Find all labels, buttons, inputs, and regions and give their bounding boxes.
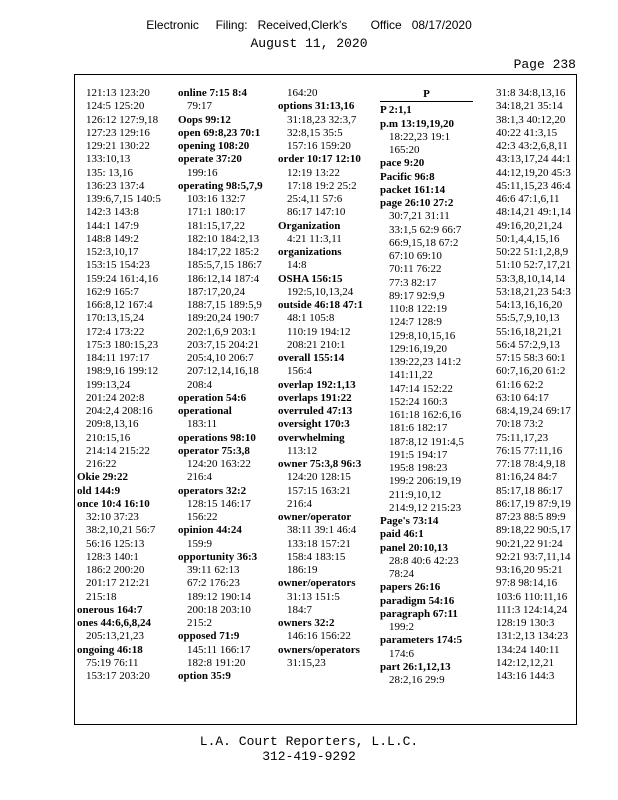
index-citation: 111:3 124:14,24 <box>496 603 568 616</box>
index-citation: 152:3,10,17 <box>86 246 139 258</box>
index-citation: 124:20 163:22 <box>187 458 251 470</box>
index-term: overruled 47:13 <box>278 405 353 417</box>
index-term: operational <box>178 405 232 417</box>
index-citation: 208:21 210:1 <box>287 338 346 351</box>
index-citation: 53:18,21,23 54:3 <box>496 285 571 298</box>
filing-stamp: Electronic Filing: Received,Clerk's Office 08/17/2020 <box>146 18 472 32</box>
index-citation: 182:8 191:20 <box>187 656 246 669</box>
index-citation: 124:5 125:20 <box>86 100 145 113</box>
page-number: Page 238 <box>513 57 576 72</box>
index-term: Organization <box>278 219 341 232</box>
index-term: Page's 73:14 <box>380 515 439 527</box>
index-citation: 189:20,24 190:7 <box>187 312 260 325</box>
index-citation: 14:8 <box>287 259 307 272</box>
index-column-3 <box>278 87 375 670</box>
index-citation: 31:18,23 32:3,7 <box>287 113 357 126</box>
index-citation: 200:18 203:10 <box>187 603 251 616</box>
index-term: overlap 192:1,13 <box>278 378 356 391</box>
index-citation: 159:9 <box>187 537 213 550</box>
index-citation: 188:7,15 189:5,9 <box>187 299 262 311</box>
index-citation: 40:22 41:3,15 <box>496 126 558 139</box>
index-citation: 129:21 130:22 <box>86 140 150 152</box>
index-term: option 35:9 <box>178 670 231 682</box>
index-citation: 121:13 123:20 <box>86 87 150 99</box>
index-citation: 77:3 82:17 <box>389 276 437 289</box>
index-citation: 28:8 40:6 42:23 <box>389 554 459 567</box>
index-citation: 86:17 147:10 <box>287 206 346 219</box>
index-citation: 209:8,13,16 <box>86 418 139 431</box>
index-citation: 182:10 184:2,13 <box>187 232 260 245</box>
index-citation: 45:11,15,23 46:4 <box>496 179 571 192</box>
index-citation: 139:6,7,15 140:5 <box>86 193 161 205</box>
index-citation: 215:2 <box>187 617 213 629</box>
reporter-phone: 312-419-9292 <box>262 749 356 764</box>
index-citation: 33:1,5 62:9 66:7 <box>389 223 462 236</box>
index-term: part 26:1,12,13 <box>380 660 451 673</box>
index-term: packet 161:14 <box>380 183 446 196</box>
index-citation: 199:2 <box>389 621 415 633</box>
index-citation: 198:9,16 199:12 <box>86 365 159 378</box>
index-citation: 31:13 151:5 <box>287 590 340 603</box>
index-citation: 204:2,4 208:16 <box>86 405 153 417</box>
index-citation: 61:16 62:2 <box>496 378 544 391</box>
index-citation: 174:6 <box>389 647 415 660</box>
index-citation: 136:23 137:4 <box>86 179 145 192</box>
index-citation: 89:17 92:9,9 <box>389 289 445 302</box>
index-citation: 131:2,13 134:23 <box>496 630 569 643</box>
index-citation: 85:17,18 86:17 <box>496 484 563 497</box>
index-term: papers 26:16 <box>380 581 441 594</box>
index-citation: 184:11 197:17 <box>86 352 150 364</box>
index-term: onerous 164:7 <box>77 603 143 616</box>
index-term: opportunity 36:3 <box>178 550 258 563</box>
index-column-2 <box>178 87 274 683</box>
index-term: operate 37:20 <box>178 153 242 166</box>
index-citation: 185:5,7,15 186:7 <box>187 259 262 272</box>
index-citation: 103:16 132:7 <box>187 193 246 205</box>
index-citation: 141:11,22 <box>389 369 433 382</box>
index-citation: 56:16 125:13 <box>86 537 145 550</box>
index-citation: 210:15,16 <box>86 431 131 444</box>
index-citation: 87:23 88:5 89:9 <box>496 511 566 523</box>
index-term: owner/operators <box>278 577 356 590</box>
index-citation: 156:22 <box>187 511 218 523</box>
index-citation: 42:3 43:2,6,8,11 <box>496 140 568 152</box>
index-citation: 126:12 127:9,18 <box>86 113 159 126</box>
index-term: options 31:13,16 <box>278 100 355 113</box>
index-citation: 46:6 47:1,6,11 <box>496 193 560 205</box>
index-citation: 93:16,20 95:21 <box>496 564 563 576</box>
index-citation: 170:13,15,24 <box>86 312 145 325</box>
index-citation: 97:8 98:14,16 <box>496 577 558 590</box>
index-citation: 133:10,13 <box>86 153 131 166</box>
index-citation: 216:4 <box>287 497 313 510</box>
index-citation: 48:1 105:8 <box>287 312 335 325</box>
index-citation: 153:17 203:20 <box>86 670 150 682</box>
index-citation: 129:16,19,20 <box>389 342 448 355</box>
index-citation: 133:18 157:21 <box>287 537 351 550</box>
index-citation: 124:7 128:9 <box>389 316 442 329</box>
index-citation: 186:19 <box>287 564 318 576</box>
index-citation: 166:8,12 167:4 <box>86 299 153 311</box>
index-citation: 110:19 194:12 <box>287 325 351 338</box>
index-term: paragraph 67:11 <box>380 607 458 620</box>
index-citation: 44:12,19,20 45:3 <box>496 166 571 179</box>
index-term: owner 75:3,8 96:3 <box>278 458 362 470</box>
index-citation: 50:1,4,4,15,16 <box>496 232 560 245</box>
index-citation: 158:4 183:15 <box>287 550 346 563</box>
index-citation: 195:8 198:23 <box>389 462 448 474</box>
index-citation: 38:1,3 40:12,20 <box>496 113 566 126</box>
index-citation: 139:22,23 141:2 <box>389 356 462 368</box>
index-citation: 189:12 190:14 <box>187 590 251 603</box>
index-column-5 <box>487 87 577 683</box>
index-citation: 144:1 147:9 <box>86 219 139 232</box>
index-citation: 128:19 130:3 <box>496 617 555 629</box>
index-term: once 10:4 16:10 <box>77 497 150 510</box>
index-citation: 17:18 19:2 25:2 <box>287 179 357 192</box>
index-term: parameters 174:5 <box>380 634 463 647</box>
index-term: ones 44:6,6,8,24 <box>77 617 151 629</box>
index-citation: 205:13,21,23 <box>86 630 145 643</box>
index-term: order 10:17 12:10 <box>278 153 361 166</box>
index-citation: 215:18 <box>86 590 117 603</box>
index-term: outside 46:18 47:1 <box>278 299 363 311</box>
index-citation: 152:24 160:3 <box>389 395 448 408</box>
index-citation: 81:16,24 84:7 <box>496 471 558 484</box>
index-citation: 124:20 128:15 <box>287 471 351 484</box>
index-citation: 51:10 52:7,17,21 <box>496 259 571 272</box>
index-citation: 18:22,23 19:1 <box>389 130 451 143</box>
index-citation: 48:14,21 49:1,14 <box>496 206 571 219</box>
index-term: operators 32:2 <box>178 484 247 497</box>
index-citation: 34:18,21 35:14 <box>496 100 563 113</box>
index-term: operating 98:5,7,9 <box>178 179 263 192</box>
index-citation: 70:18 73:2 <box>496 418 544 431</box>
index-citation: 175:3 180:15,23 <box>86 338 159 351</box>
index-citation: 53:3,8,10,14,14 <box>496 272 566 285</box>
index-citation: 67:2 176:23 <box>187 577 240 590</box>
index-citation: 113:12 <box>287 444 318 457</box>
index-citation: 183:11 <box>187 418 218 431</box>
index-column-4 <box>380 88 477 687</box>
index-term: open 69:8,23 70:1 <box>178 126 261 139</box>
index-citation: 187:17,20,24 <box>187 285 246 298</box>
index-term: Oops 99:12 <box>178 113 231 126</box>
index-term: paid 46:1 <box>380 528 424 541</box>
index-citation: 75:19 76:11 <box>86 656 139 669</box>
index-term: ongoing 46:18 <box>77 643 143 656</box>
index-citation: 214:14 215:22 <box>86 444 150 457</box>
index-citation: 89:18,22 90:5,17 <box>496 524 571 537</box>
index-citation: 186:2 200:20 <box>86 564 145 576</box>
index-term: owners/operators <box>278 643 360 656</box>
index-citation: 110:8 122:19 <box>389 303 447 315</box>
index-term: opening 108:20 <box>178 140 250 152</box>
index-citation: 30:7,21 31:11 <box>389 210 450 223</box>
index-citation: 68:4,19,24 69:17 <box>496 405 571 417</box>
index-term: online 7:15 8:4 <box>178 87 248 99</box>
index-citation: 161:18 162:6,16 <box>389 409 462 421</box>
index-term: overlaps 191:22 <box>278 391 352 404</box>
index-citation: 86:17,19 87:9,19 <box>496 497 571 510</box>
index-citation: 184:17,22 185:2 <box>187 246 260 258</box>
index-term: Pacific 96:8 <box>380 170 435 183</box>
index-citation: 199:2 206:19,19 <box>389 475 462 488</box>
document-date: August 11, 2020 <box>250 36 368 51</box>
index-citation: 214:9,12 215:23 <box>389 501 462 514</box>
index-citation: 172:4 173:22 <box>86 325 145 338</box>
index-citation: 147:14 152:22 <box>389 382 453 395</box>
index-citation: 211:9,10,12 <box>389 488 442 501</box>
index-citation: 4:21 11:3,11 <box>287 232 342 245</box>
index-citation: 49:16,20,21,24 <box>496 219 563 232</box>
index-citation: 162:9 165:7 <box>86 285 139 298</box>
index-citation: 127:23 129:16 <box>86 126 150 139</box>
index-citation: 148:8 149:2 <box>86 232 139 245</box>
index-citation: 76:15 77:11,16 <box>496 444 563 457</box>
index-citation: 57:15 58:3 60:1 <box>496 352 566 364</box>
index-citation: 55:5,7,9,10,13 <box>496 312 560 325</box>
index-citation: 103:6 110:11,16 <box>496 590 568 603</box>
index-citation: 38:2,10,21 56:7 <box>86 524 156 537</box>
index-term: owner/operator <box>278 511 352 523</box>
index-citation: 184:7 <box>287 603 313 616</box>
index-citation: 205:4,10 206:7 <box>187 352 254 364</box>
index-citation: 153:15 154:23 <box>86 259 150 272</box>
index-citation: 66:9,15,18 67:2 <box>389 236 459 249</box>
index-citation: 75:11,17,23 <box>496 431 549 444</box>
index-citation: 28:2,16 29:9 <box>389 674 445 686</box>
index-term: opinion 44:24 <box>178 524 242 537</box>
index-citation: 203:7,15 204:21 <box>187 338 260 351</box>
index-term: OSHA 156:15 <box>278 272 343 285</box>
index-citation: 216:4 <box>187 471 213 484</box>
index-citation: 146:16 156:22 <box>287 630 351 643</box>
index-term: operator 75:3,8 <box>178 444 250 457</box>
index-term: old 144:9 <box>77 484 121 497</box>
index-citation: 201:24 202:8 <box>86 391 145 404</box>
index-term: operation 54:6 <box>178 391 247 404</box>
index-citation: 50:22 51:1,2,8,9 <box>496 246 569 258</box>
index-citation: 92:21 93:7,11,14 <box>496 550 571 563</box>
index-citation: 31:8 34:8,13,16 <box>496 87 566 99</box>
index-citation: 191:5 194:17 <box>389 448 448 461</box>
index-citation: 157:16 159:20 <box>287 140 351 152</box>
index-term: pace 9:20 <box>380 157 425 170</box>
index-citation: 181:15,17,22 <box>187 219 246 232</box>
index-term: paradigm 54:16 <box>380 594 455 607</box>
index-citation: 12:19 13:22 <box>287 166 340 179</box>
reporter-company: L.A. Court Reporters, L.L.C. <box>199 734 419 749</box>
index-column-1 <box>77 87 173 683</box>
index-citation: 129:8,10,15,16 <box>389 329 456 342</box>
index-citation: 39:11 62:13 <box>187 564 240 576</box>
index-citation: 54:13,16,16,20 <box>496 299 563 311</box>
index-citation: 208:4 <box>187 378 213 391</box>
index-citation: 25:4,11 57:6 <box>287 193 343 205</box>
index-citation: 134:24 140:11 <box>496 643 560 656</box>
index-frame <box>74 74 577 725</box>
index-term: operations 98:10 <box>178 431 256 444</box>
index-citation: 63:10 64:17 <box>496 391 549 404</box>
index-citation: 79:17 <box>187 100 213 113</box>
index-term: overall 155:14 <box>278 352 345 364</box>
index-term: opposed 71:9 <box>178 630 240 643</box>
index-citation: 143:16 144:3 <box>496 670 555 682</box>
index-citation: 164:20 <box>287 87 318 99</box>
index-citation: 38:11 39:1 46:4 <box>287 524 357 537</box>
index-citation: 32:8,15 35:5 <box>287 126 343 139</box>
index-citation: 135: 13,16 <box>86 166 134 179</box>
index-citation: 216:22 <box>86 458 117 470</box>
index-citation: 186:12,14 187:4 <box>187 272 260 285</box>
index-citation: 201:17 212:21 <box>86 577 150 590</box>
index-citation: 77:18 78:4,9,18 <box>496 458 566 470</box>
index-citation: 78:24 <box>389 568 415 580</box>
index-term: panel 20:10,13 <box>380 541 448 554</box>
index-citation: 43:13,17,24 44:1 <box>496 153 571 166</box>
index-citation: 70:11 76:22 <box>389 263 442 276</box>
index-term: oversight 170:3 <box>278 418 350 431</box>
index-citation: 142:3 143:8 <box>86 206 139 219</box>
index-citation: 199:13,24 <box>86 378 131 391</box>
index-citation: 157:15 163:21 <box>287 484 351 497</box>
index-citation: 56:4 57:2,9,13 <box>496 338 560 351</box>
index-citation: 145:11 166:17 <box>187 643 251 656</box>
index-citation: 207:12,14,16,18 <box>187 365 259 378</box>
index-term: p.m 13:19,19,20 <box>380 117 454 130</box>
letter-heading: P <box>380 88 473 102</box>
index-citation: 181:6 182:17 <box>389 422 448 435</box>
index-citation: 159:24 161:4,16 <box>86 272 159 285</box>
index-term: page 26:10 27:2 <box>380 197 454 209</box>
index-citation: 31:15,23 <box>287 656 326 669</box>
index-citation: 128:3 140:1 <box>86 550 139 563</box>
index-term: owners 32:2 <box>278 617 335 629</box>
index-citation: 142:12,12,21 <box>496 656 555 669</box>
index-citation: 128:15 146:17 <box>187 497 251 510</box>
index-citation: 199:16 <box>187 166 218 179</box>
index-citation: 192:5,10,13,24 <box>287 285 354 298</box>
index-citation: 187:8,12 191:4,5 <box>389 435 464 448</box>
index-citation: 60:7,16,20 61:2 <box>496 365 566 378</box>
index-term: Okie 29:22 <box>77 471 129 484</box>
index-citation: 171:1 180:17 <box>187 206 246 219</box>
index-term: P 2:1,1 <box>380 104 412 117</box>
index-citation: 156:4 <box>287 365 313 378</box>
index-citation: 67:10 69:10 <box>389 250 442 262</box>
index-term: organizations <box>278 246 342 258</box>
index-citation: 55:16,18,21,21 <box>496 325 563 338</box>
index-citation: 90:21,22 91:24 <box>496 537 563 550</box>
index-citation: 165:20 <box>389 144 420 156</box>
index-citation: 32:10 37:23 <box>86 511 139 523</box>
index-citation: 202:1,6,9 203:1 <box>187 325 257 338</box>
index-term: overwhelming <box>278 431 345 444</box>
